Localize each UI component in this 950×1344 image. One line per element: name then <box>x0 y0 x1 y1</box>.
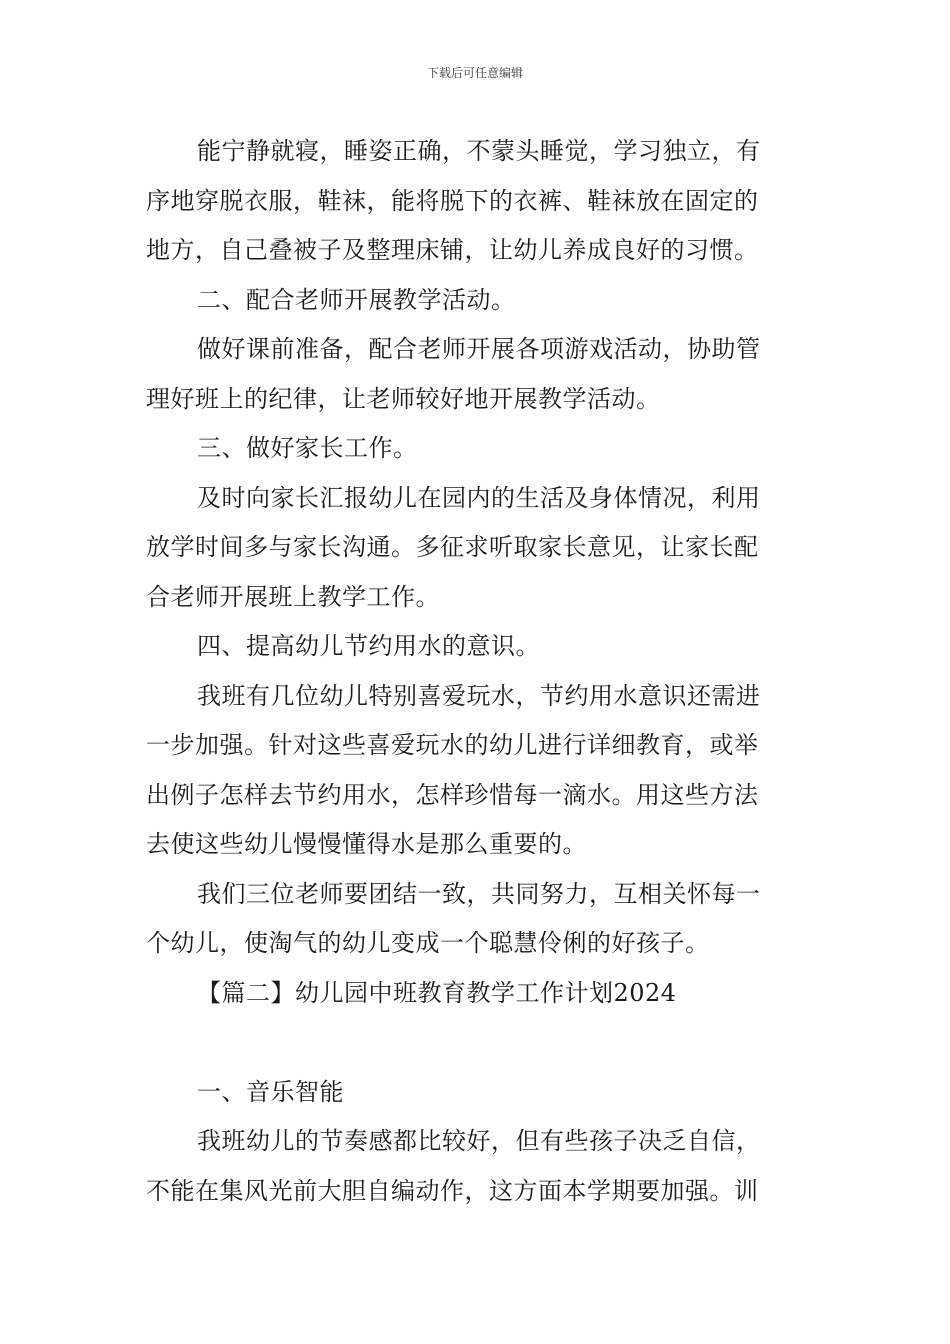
paragraph-line: 我班有几位幼儿特别喜爱玩水，节约用水意识还需进 <box>197 681 761 710</box>
header-note: 下载后可任意编辑 <box>426 66 523 80</box>
paragraph-line: 合老师开展班上教学工作。 <box>146 582 440 611</box>
section-heading: 二、配合老师开展教学活动。 <box>197 285 516 314</box>
section-heading: 一、音乐智能 <box>197 1077 344 1106</box>
paragraph-line: 做好课前准备，配合老师开展各项游戏活动，协助管 <box>197 335 761 363</box>
paragraph-line: 一步加强。针对这些喜爱玩水的幼儿进行详细教育，或举 <box>146 731 759 759</box>
section-heading: 四、提高幼儿节约用水的意识。 <box>197 632 540 660</box>
paragraph-line: 去使这些幼儿慢慢懂得水是那么重要的。 <box>146 830 587 858</box>
paragraph-line: 我班幼儿的节奏感都比较好，但有些孩子决乏自信， <box>197 1127 761 1155</box>
paragraph-line: 及时向家长汇报幼儿在园内的生活及身体情况，利用 <box>197 483 761 512</box>
paragraph-line: 我们三位老师要团结一致，共同努力，互相关怀每一 <box>197 879 761 908</box>
paragraph-line: 序地穿脱衣服，鞋袜，能将脱下的衣裤、鞋袜放在固定的 <box>146 186 759 215</box>
part-title: 【篇二】幼儿园中班教育教学工作计划2024 <box>197 978 677 1007</box>
section-heading: 三、做好家长工作。 <box>197 434 418 462</box>
paragraph-line: 理好班上的纪律，让老师较好地开展教学活动。 <box>146 384 661 413</box>
paragraph-line: 放学时间多与家长沟通。多征求听取家长意见，让家长配 <box>146 533 759 561</box>
paragraph-line: 出例子怎样去节约用水，怎样珍惜每一滴水。用这些方法 <box>146 780 759 809</box>
paragraph-line: 能宁静就寝，睡姿正确，不蒙头睡觉，学习独立，有 <box>197 137 761 165</box>
paragraph-line: 地方，自己叠被子及整理床铺，让幼儿养成良好的习惯。 <box>146 236 759 264</box>
blank-line <box>146 1018 808 1068</box>
paragraph-line: 个幼儿，使淘气的幼儿变成一个聪慧伶俐的好孩子。 <box>146 929 710 957</box>
body-text <box>146 127 808 1216</box>
paragraph-line: 不能在集风光前大胆自编动作，这方面本学期要加强。训 <box>146 1176 759 1205</box>
